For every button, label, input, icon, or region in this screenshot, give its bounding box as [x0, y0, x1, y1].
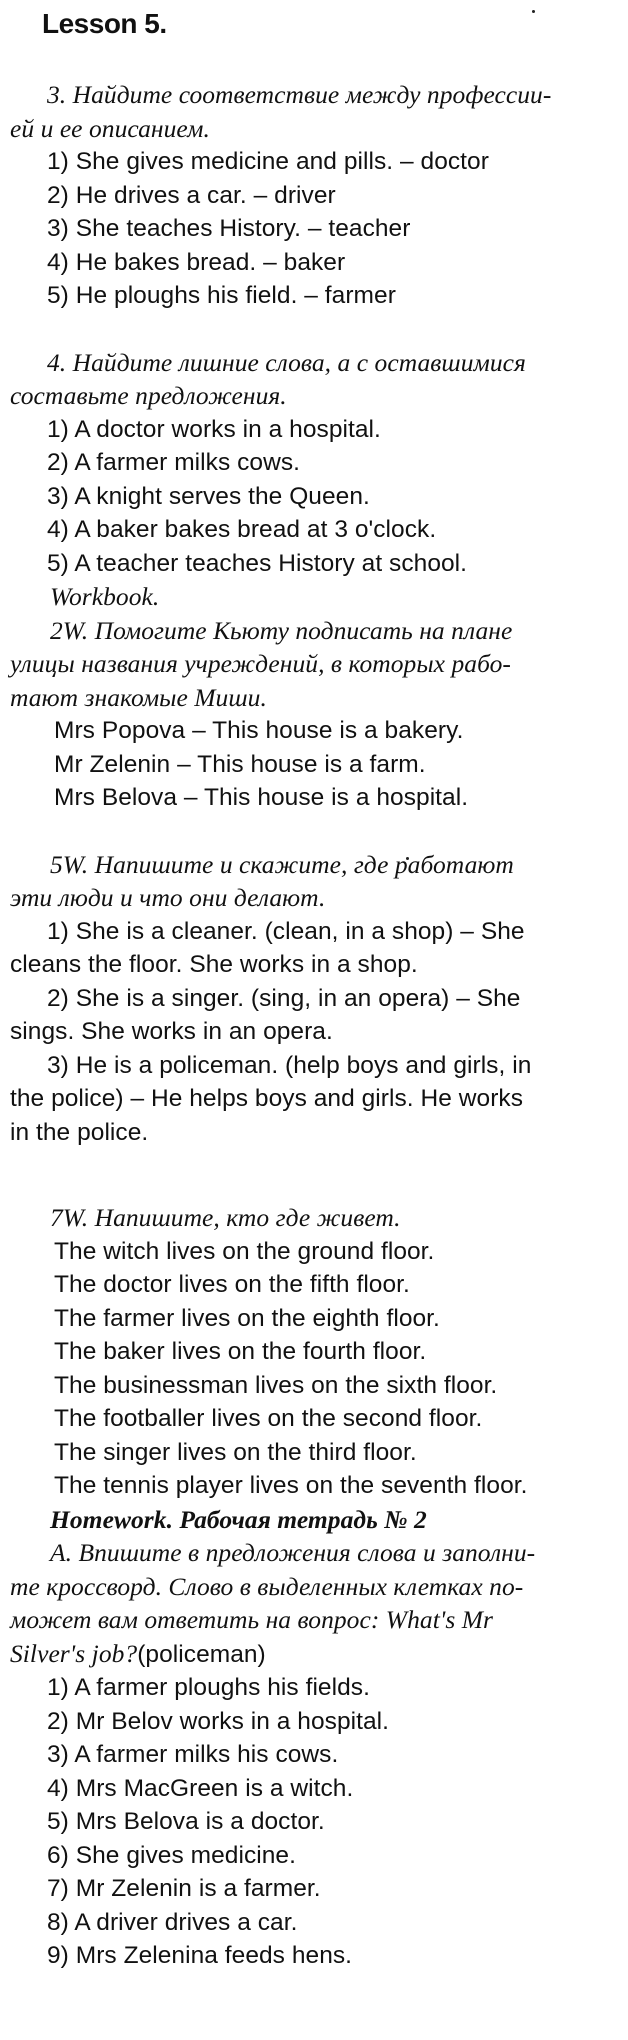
exercise-4 [10, 346, 620, 614]
workbook-label: Workbook. [50, 582, 160, 611]
list-item: 1) A farmer ploughs his fields. [47, 1674, 370, 1701]
list-item: The farmer lives on the eighth floor. [54, 1304, 440, 1332]
list-item: 1) A doctor works in a hospital. [47, 415, 381, 443]
speck [532, 10, 535, 13]
list-item: 5) Mrs Belova is a doctor. [47, 1808, 325, 1835]
list-item: 1) She gives medicine and pills. – doctor [47, 148, 489, 175]
list-item: 7) Mr Zelenin is a farmer. [47, 1875, 321, 1902]
exercise-2w [10, 614, 620, 815]
list-item: Mrs Belova – This house is a hospital. [54, 784, 469, 811]
exercise-heading: 7W. Напишите, кто где живет. [50, 1203, 401, 1232]
list-item: 2) She is a singer. (sing, in an opera) – She [47, 984, 521, 1012]
list-item: 5) He ploughs his field. – farmer [47, 282, 396, 309]
document-body [10, 78, 620, 1973]
exercise-heading: составьте предложения. [10, 381, 287, 410]
list-item: The singer lives on the third floor. [54, 1438, 417, 1466]
list-item: 4) A baker bakes bread at 3 o'clock. [47, 516, 437, 543]
task-a-question [10, 1637, 620, 1672]
list-item-continuation: cleans the floor. She works in a shop. [10, 951, 418, 978]
exercise-heading: 4. Найдите лишние слова, а с оставшимися [47, 347, 526, 377]
list-item: The witch lives on the ground floor. [54, 1237, 435, 1265]
list-item: 3) She teaches History. – teacher [47, 215, 411, 242]
exercise-3 [10, 78, 620, 313]
lesson-title: Lesson 5. [42, 8, 167, 39]
list-item: 2) He drives a car. – driver [47, 181, 336, 209]
exercise-heading: тают знакомые Миши. [10, 682, 267, 712]
task-a-answer: (policeman) [137, 1640, 266, 1668]
list-item: 3) He is a policeman. (help boys and girls, in [47, 1051, 532, 1079]
list-item: 6) She gives medicine. [47, 1841, 296, 1869]
list-item: 1) She is a cleaner. (clean, in a shop) – She [47, 917, 525, 945]
exercise-5w [10, 848, 620, 1150]
list-item: Mr Zelenin – This house is a farm. [54, 750, 426, 778]
list-item: The doctor lives on the fifth floor. [54, 1271, 410, 1298]
list-item: The baker lives on the fourth floor. [54, 1338, 427, 1365]
list-item: 3) A knight serves the Queen. [47, 482, 370, 510]
list-item: 9) Mrs Zelenina feeds hens. [47, 1942, 353, 1969]
task-a-question-text: Silver's job? [10, 1638, 138, 1668]
exercise-7w [10, 1201, 620, 1503]
list-item: 2) A farmer milks cows. [47, 449, 301, 476]
homework-heading: Homework. Рабочая тетрадь № 2 [50, 1504, 427, 1534]
task-a-heading: те кроссворд. Слово в выделенных клетках по- [10, 1571, 524, 1601]
list-item: 8) A driver drives a car. [47, 1908, 298, 1936]
exercise-heading: 5W. Напишите и скажите, где работают [50, 849, 514, 879]
task-a-heading: A. Впишите в предложения слова и заполни- [50, 1538, 536, 1567]
exercise-heading: 3. Найдите соответствие между профессии- [47, 80, 552, 109]
list-item-continuation: sings. She works in an opera. [10, 1018, 333, 1045]
list-item-continuation: the police) – He helps boys and girls. He works [10, 1085, 524, 1112]
list-item: 4) He bakes bread. – baker [47, 248, 346, 276]
list-item: 2) Mr Belov works in a hospital. [47, 1707, 390, 1735]
list-item: 4) Mrs MacGreen is a witch. [47, 1774, 354, 1802]
exercise-heading: улицы названия учреждений, в которых рабо- [10, 649, 511, 678]
exercise-heading: 2W. Помогите Кьюту подписать на плане [50, 615, 513, 645]
task-a-heading: может вам ответить на вопрос: What's Mr [10, 1605, 494, 1634]
list-item: Mrs Popova – This house is a bakery. [54, 717, 464, 744]
list-item: 3) A farmer milks his cows. [47, 1741, 339, 1768]
list-item: The businessman lives on the sixth floor. [54, 1371, 498, 1399]
exercise-heading: ей и ее описанием. [10, 113, 210, 143]
list-item: The tennis player lives on the seventh floor. [54, 1472, 528, 1499]
list-item: The footballer lives on the second floor. [54, 1405, 483, 1432]
exercise-heading: эти люди и что они делают. [10, 883, 326, 912]
list-item: 5) A teacher teaches History at school. [47, 549, 468, 577]
homework-section [10, 1503, 620, 1973]
list-item-continuation: in the police. [10, 1118, 149, 1146]
